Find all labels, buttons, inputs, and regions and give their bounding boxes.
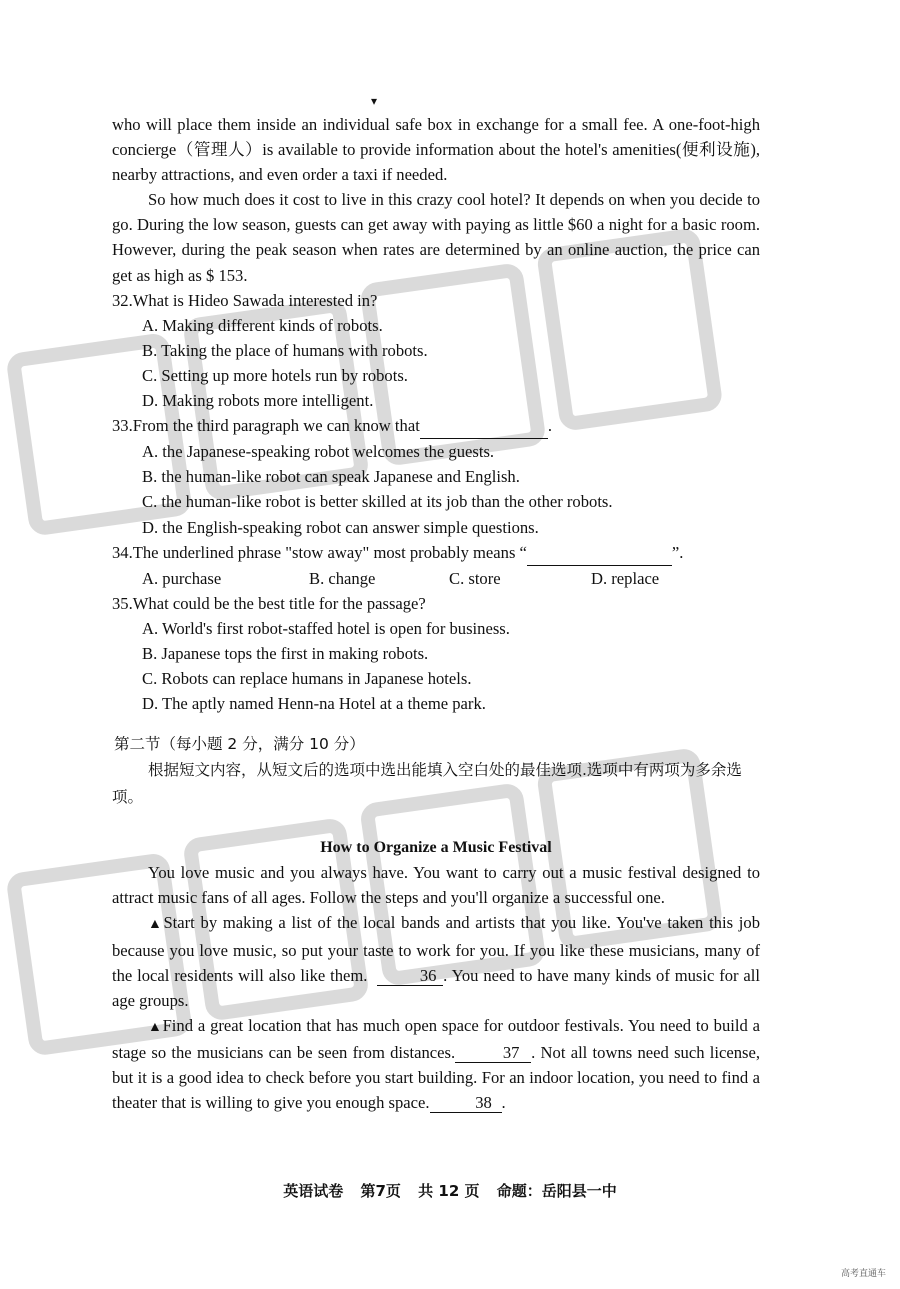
corner-logo: 高考直通车 xyxy=(840,1269,886,1279)
article-step-2 xyxy=(112,1013,760,1115)
article-step-1 xyxy=(112,910,760,1012)
option-d: D. The aptly named Henn-na Hotel at a theme park. xyxy=(142,694,486,714)
footer-page: 第7页 xyxy=(360,1182,401,1200)
article-intro: You love music and you always have. You want to carry out a music festival designed to attract music fans of all ages. Follow the steps and you'll organize a successful one. xyxy=(112,863,760,908)
stem-text: 33.From the third paragraph we can know that xyxy=(112,416,420,436)
triangle-bullet-icon: ▲ xyxy=(148,1019,163,1035)
question-stem: 32.What is Hideo Sawada interested in? xyxy=(112,290,378,310)
step-text: Start by making a list of the local bands and artists that you like. You've taken this job because you love music, so put your taste to work for you. If you like these musicians, many of the local residents will also like them. xyxy=(112,913,760,985)
blank-38: 38 xyxy=(430,1094,502,1113)
blank-36: 36 xyxy=(377,967,443,986)
passage-paragraph-2: So how much does it cost to live in this crazy cool hotel? It depends on when you decide to go. During the low season, guests can get away with paying as little $60 a night for a basic room. However, during the peak season when rates are determined by an online auction, the price can get as high as $ 153. xyxy=(112,190,760,285)
article-title: How to Organize a Music Festival xyxy=(320,839,552,857)
option-b: B. Japanese tops the first in making robots. xyxy=(142,643,429,663)
option-a: A. the Japanese-speaking robot welcomes the guests. xyxy=(142,442,495,462)
stem-end: ”. xyxy=(671,542,684,562)
footer-author: 命题：岳阳县一中 xyxy=(496,1182,617,1200)
answer-blank xyxy=(420,413,548,439)
footer-total: 共 12 页 xyxy=(418,1182,480,1200)
option-d: D. Making robots more intelligent. xyxy=(142,391,374,411)
option-c: C. store xyxy=(449,568,501,588)
option-b: B. the human-like robot can speak Japanese and English. xyxy=(142,467,520,487)
top-mark: ▾ xyxy=(371,94,378,108)
footer-subject: 英语试卷 xyxy=(283,1182,344,1200)
question-34 xyxy=(112,540,760,591)
page-content xyxy=(112,112,760,1115)
page-footer xyxy=(0,1180,900,1201)
blank-37: 37 xyxy=(455,1044,531,1063)
options-row xyxy=(142,566,760,591)
stem-end: . xyxy=(547,416,552,436)
section-heading: 第二节（每小题 2 分，满分 10 分） xyxy=(114,735,365,754)
question-33 xyxy=(112,413,760,539)
stem-text: 34.The underlined phrase "stow away" most probably means “ xyxy=(112,542,527,562)
option-c: C. Robots can replace humans in Japanese hotels. xyxy=(142,669,472,689)
passage-paragraph-1: who will place them inside an individual safe box in exchange for a small fee. A one-foot-high concierge（管理人）is available to provide information about the hotel's amenities(便利设施), nearby attractions, and even order a taxi if needed. xyxy=(112,115,760,185)
option-d: D. replace xyxy=(591,568,660,588)
option-c: C. Setting up more hotels run by robots. xyxy=(142,365,408,385)
question-stem: 35.What could be the best title for the passage? xyxy=(112,593,426,613)
question-stem xyxy=(112,540,760,566)
option-d: D. the English-speaking robot can answer simple questions. xyxy=(142,517,539,537)
step-text-final: . xyxy=(501,1093,506,1113)
question-35 xyxy=(112,591,760,716)
option-a: A. Making different kinds of robots. xyxy=(142,315,383,335)
answer-blank xyxy=(527,540,672,566)
option-b: B. change xyxy=(309,568,376,588)
option-a: A. World's first robot-staffed hotel is open for business. xyxy=(142,618,510,638)
step-text: Find a great location that has much open space for outdoor festivals. You need to build a stage so the musicians can be seen from distances. xyxy=(112,1015,760,1062)
option-a: A. purchase xyxy=(142,568,222,588)
option-b: B. Taking the place of humans with robots. xyxy=(142,340,428,360)
step-text-end: . You need to have many kinds of music for all age groups. xyxy=(112,965,761,1010)
step-text-end: . Not all towns need such license, but it is a good idea to check before you start building. For an indoor location, you need to find a theater that is willing to give you enough space. xyxy=(112,1042,760,1113)
question-32 xyxy=(112,288,760,413)
option-c: C. the human-like robot is better skilled at its job than the other robots. xyxy=(142,492,613,512)
triangle-bullet-icon: ▲ xyxy=(148,917,164,933)
section-instruction: 根据短文内容，从短文后的选项中选出能填入空白处的最佳选项.选项中有两项为多余选项。 xyxy=(112,761,742,807)
question-stem xyxy=(112,413,760,439)
